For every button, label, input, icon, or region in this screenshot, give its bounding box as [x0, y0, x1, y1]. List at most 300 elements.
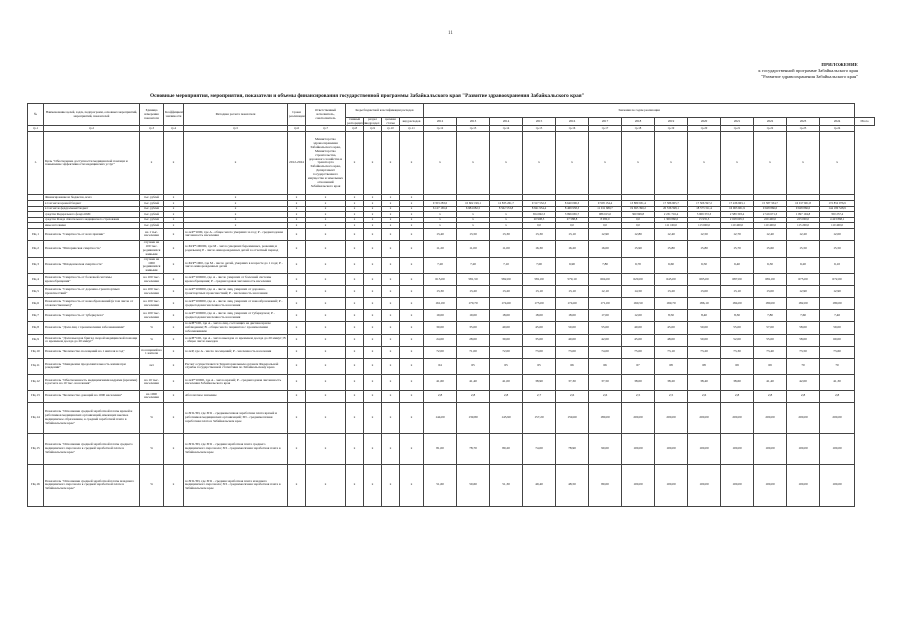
column-number: гр.3 — [140, 126, 164, 132]
cell-value: 654 692,3 — [523, 212, 556, 218]
cell-value: 144,00 — [424, 402, 457, 433]
cell-code: х — [382, 358, 400, 374]
cell-unit: на 10 тыс. населения — [140, 374, 164, 390]
cell-code: х — [364, 464, 382, 506]
cell-code: х — [400, 132, 424, 195]
cell-coef: х — [164, 217, 184, 223]
cell-value: 2 231 716,4 — [655, 212, 688, 218]
cell-value: 40,00 — [490, 322, 523, 335]
column-number: гр.14 — [490, 126, 523, 132]
cell-value: 18,00 — [556, 310, 589, 322]
cell-code: х — [346, 228, 364, 240]
cell-value: 30,00 — [490, 334, 523, 346]
cell-value: 174,60 — [490, 298, 523, 310]
cell-value: 50,00 — [556, 322, 589, 335]
cell-unit: % — [140, 433, 164, 464]
cell-code: х — [400, 257, 424, 274]
cell-value: 0,0 — [622, 223, 655, 229]
cell-value: 9 317 532,3 — [523, 201, 556, 207]
cell-value: 100,00 — [655, 433, 688, 464]
cell-period: х — [288, 206, 306, 212]
cell-name: Показатель "Доля выездов бригад скорой медицинской помощи со временем доезда до 20 минут" — [44, 334, 140, 346]
cell-value: 57,00 — [754, 322, 787, 335]
cell-value: 50,00 — [688, 334, 721, 346]
column-number: гр.12 — [424, 126, 457, 132]
cell-value: 6 984 682,5 — [457, 206, 490, 212]
cell-code: х — [400, 464, 424, 506]
cell-value: х — [490, 217, 523, 223]
cell-value: 12,50 — [688, 228, 721, 240]
cell-code: х — [400, 212, 424, 218]
cell-code: х — [364, 195, 382, 201]
cell-value: 161,00 — [424, 298, 457, 310]
cell-method: n=A/B*100, где A - число выездов со временем доезда до 20 минут; B - общее число выездов — [184, 334, 288, 346]
header-values-group: Значения по годам реализации — [424, 104, 855, 118]
cell-method: х — [184, 132, 288, 195]
cell-method: Расчет осуществляется Территориальным органом Федеральной службы государственной статистики по Забайкальскому краю — [184, 358, 288, 374]
cell-value: 55,00 — [721, 322, 754, 335]
header-year: 2016 — [556, 118, 589, 126]
cell-executor: Министерство здравоохранения Забайкальского края, Министерство строительства, дорожного хозяйства и транспорта Забайкальского края, Департамент государственного имущества и земельных отношений Забайкальского края — [306, 132, 346, 195]
cell-value: 17,00 — [589, 310, 622, 322]
cell-code: х — [382, 223, 400, 229]
cell-unit: тыс. рублей — [140, 195, 164, 201]
cell-name: Показатель "Отношение средней заработной платы врачей и работников медицинских организаций, имеющих высшее медицинское образование, к средней заработной плате в Забайкальском крае" — [44, 402, 140, 433]
cell-value: 12,00 — [622, 310, 655, 322]
cell-value: 582,00 — [490, 274, 523, 286]
cell-code: х — [364, 298, 382, 310]
cell-code: х — [346, 217, 364, 223]
cell-value: 615,00 — [424, 274, 457, 286]
cell-code: х — [382, 402, 400, 433]
cell-value: 73,00 — [556, 346, 589, 358]
cell-value: 8,40 — [688, 310, 721, 322]
cell-value: 8 562 553,8 — [490, 206, 523, 212]
cell-code: х — [400, 310, 424, 322]
cell-value: 2 516 671,3 — [754, 212, 787, 218]
cell-value: 18,00 — [490, 310, 523, 322]
cell-value: 100,00 — [787, 433, 820, 464]
cell-code: х — [364, 334, 382, 346]
cell-num: Пц.8 — [28, 322, 44, 335]
cell-value: 8,50 — [655, 310, 688, 322]
cell-value: 2,6 — [589, 390, 622, 402]
cell-executor: х — [306, 228, 346, 240]
indicator-row — [28, 346, 875, 358]
cell-period: х — [288, 322, 306, 335]
cell-period: х — [288, 390, 306, 402]
cell-value: 200,00 — [820, 402, 855, 433]
cell-num: Пц.3 — [28, 257, 44, 274]
cell-code: х — [364, 257, 382, 274]
cell-period: х — [288, 310, 306, 322]
cell-value: 35,00 — [457, 322, 490, 335]
cell-value: 115 200,0 — [787, 223, 820, 229]
cell-code: х — [382, 464, 400, 506]
cell-value: 12,40 — [754, 228, 787, 240]
header-year: 2015 — [523, 118, 556, 126]
cell-value: 2,5 — [622, 390, 655, 402]
cell-coef: х — [164, 132, 184, 195]
cell-value: 19,00 — [424, 310, 457, 322]
cell-code: х — [364, 132, 382, 195]
cell-code: х — [364, 346, 382, 358]
column-number: гр.8 — [346, 126, 364, 132]
cell-value: 58,00 — [787, 334, 820, 346]
cell-code: х — [364, 228, 382, 240]
cell-value: 90,00 — [589, 433, 622, 464]
cell-num: Пц.5 — [28, 286, 44, 298]
cell-value: 48,50 — [556, 464, 589, 506]
header-year: Итого — [855, 118, 875, 126]
cell-unit: тыс. рублей — [140, 206, 164, 212]
cell-value: 8 640 096,3 — [556, 201, 589, 207]
cell-code: х — [382, 390, 400, 402]
cell-code: х — [346, 212, 364, 218]
indicator-row — [28, 433, 875, 464]
cell-method: х — [184, 217, 288, 223]
cell-value: 19 695 390,2 — [622, 206, 655, 212]
cell-value: 7,60 — [787, 310, 820, 322]
cell-value: 2,8 — [787, 390, 820, 402]
cell-method: n=M/P*100000, где M - число умерших беременных, рожениц и родильниц; P - число живорожденных детей за отчетный период — [184, 240, 288, 257]
column-number: гр.23 — [787, 126, 820, 132]
cell-value: 12,20 — [787, 228, 820, 240]
cell-value: 27 588,8 — [556, 217, 589, 223]
cell-coef: х — [164, 240, 184, 257]
cell-value: 157,20 — [523, 402, 556, 433]
cell-code: х — [400, 223, 424, 229]
cell-period: х — [288, 346, 306, 358]
cell-num: Пц.10 — [28, 346, 44, 358]
cell-value: 80,20 — [490, 433, 523, 464]
cell-value: х — [754, 132, 787, 195]
cell-code: х — [400, 374, 424, 390]
cell-value: 15 587 334,7 — [754, 201, 787, 207]
cell-executor: х — [306, 374, 346, 390]
cell-value: 9 353 283,0 — [424, 201, 457, 207]
header-method: Методика расчета показателя — [184, 104, 288, 126]
cell-value: 13,20 — [457, 286, 490, 298]
cell-value: 42,00 — [589, 334, 622, 346]
cell-value: 180,00 — [589, 402, 622, 433]
cell-unit: тыс. рублей — [140, 201, 164, 207]
cell-code: х — [346, 358, 364, 374]
cell-code: х — [364, 322, 382, 335]
cell-value: х — [622, 132, 655, 195]
column-number: гр.16 — [556, 126, 589, 132]
cell-value: 40,00 — [622, 322, 655, 335]
cell-value: 7,80 — [754, 310, 787, 322]
cell-value: 16,20 — [556, 240, 589, 257]
cell-value: 180,00 — [754, 298, 787, 310]
cell-value: 69 — [754, 358, 787, 374]
cell-executor: х — [306, 310, 346, 322]
program-table-wrapper — [27, 103, 875, 507]
indicator-row — [28, 358, 875, 374]
cell-value: 41,40 — [457, 374, 490, 390]
header-coef: Коэффициент значимости — [164, 104, 184, 126]
cell-value: 229 400,0 — [754, 217, 787, 223]
cell-value: 13,10 — [523, 286, 556, 298]
cell-method: n=A/P*10000, где A - число врачей; P - среднегодовая численность населения Забайкальского края — [184, 374, 288, 390]
cell-value: 40,00 — [556, 334, 589, 346]
cell-executor: х — [306, 433, 346, 464]
cell-period: х — [288, 240, 306, 257]
cell-unit: х — [140, 132, 164, 195]
cell-value: 55,00 — [589, 322, 622, 335]
cell-period: х — [288, 217, 306, 223]
cell-value: 170,70 — [457, 298, 490, 310]
cell-num: 1. — [28, 132, 44, 195]
cell-method: n=A/P, где A - число посещений; P - численность населения — [184, 346, 288, 358]
cell-value: 681,00 — [754, 274, 787, 286]
cell-num: Пц.9 — [28, 334, 44, 346]
cell-value: 200,00 — [754, 402, 787, 433]
column-number: гр.4 — [164, 126, 184, 132]
indicator-row — [28, 464, 875, 506]
column-number: гр.10 — [382, 126, 400, 132]
cell-value: 4 423 868,1 — [820, 217, 855, 223]
cell-value: 1 097 194,8 — [787, 212, 820, 218]
cell-value: 51,30 — [490, 464, 523, 506]
cell-value: 15,90 — [622, 240, 655, 257]
cell-value: 8 841 954,4 — [523, 206, 556, 212]
cell-code: х — [382, 322, 400, 335]
cell-executor: х — [306, 286, 346, 298]
cell-value: 15,50 — [787, 240, 820, 257]
cell-code: х — [400, 228, 424, 240]
cell-code: х — [346, 195, 364, 201]
cell-value: 16,30 — [523, 240, 556, 257]
cell-value: 2 589 303,4 — [721, 212, 754, 218]
cell-code: х — [346, 390, 364, 402]
cell-value: 100,00 — [721, 433, 754, 464]
cell-code: х — [382, 257, 400, 274]
cell-value: 81,00 — [424, 433, 457, 464]
cell-value: 13,20 — [655, 286, 688, 298]
cell-num: Пц.12 — [28, 374, 44, 390]
page-number: 11 — [448, 31, 453, 36]
cell-value: 12,40 — [655, 228, 688, 240]
indicator-row — [28, 322, 875, 335]
cell-value: 1 309 860,0 — [655, 217, 688, 223]
cell-value: 70 — [787, 358, 820, 374]
appendix-line-2: "Развитие здравоохранения Забайкальского края" — [761, 74, 858, 79]
cell-value: 73,60 — [820, 346, 855, 358]
indicator-row — [28, 390, 875, 402]
cell-value: 45,00 — [655, 322, 688, 335]
cell-period: х — [288, 334, 306, 346]
header-code-admin: главный распорядитель — [347, 117, 367, 125]
goal-row — [28, 132, 875, 195]
indicator-row — [28, 257, 875, 274]
cell-value: 159,60 — [556, 402, 589, 433]
cell-period: х — [288, 257, 306, 274]
column-number: гр.11 — [400, 126, 424, 132]
cell-value: 41,40 — [754, 374, 787, 390]
cell-value: 73,30 — [721, 346, 754, 358]
cell-value: 11,20 — [424, 240, 457, 257]
cell-value: 2,6 — [688, 390, 721, 402]
cell-code: х — [400, 201, 424, 207]
cell-value: 58,00 — [787, 322, 820, 335]
cell-value: х — [556, 132, 589, 195]
cell-period: х — [288, 402, 306, 433]
cell-value: 6 127 165,6 — [424, 206, 457, 212]
cell-value: 15,50 — [820, 240, 855, 257]
cell-coef: х — [164, 358, 184, 374]
cell-value: 78,90 — [556, 433, 589, 464]
cell-value: 200,00 — [787, 402, 820, 433]
cell-code: х — [346, 433, 364, 464]
cell-value: 9 628 866,0 — [754, 206, 787, 212]
cell-executor: х — [306, 346, 346, 358]
cell-period: х — [288, 286, 306, 298]
cell-value: 73,40 — [754, 346, 787, 358]
cell-value: 75,00 — [622, 346, 655, 358]
cell-method: n=A/P*100000, где A - число умерших от болезней системы кровообращения; P - среднегодовая численность населения — [184, 274, 288, 286]
cell-value: 184,00 — [721, 298, 754, 310]
cell-code: х — [346, 322, 364, 335]
cell-value: 66 — [556, 358, 589, 374]
cell-code: х — [364, 374, 382, 390]
cell-value: 50,60 — [457, 464, 490, 506]
cell-value: 13 880 931,4 — [622, 201, 655, 207]
cell-unit: на 100 тыс. населения — [140, 298, 164, 310]
cell-name: в том числе краевой бюджет — [44, 201, 140, 207]
cell-code: х — [364, 274, 382, 286]
header-year: 2020 — [688, 118, 721, 126]
cell-value: 160,50 — [622, 298, 655, 310]
cell-value: 7,40 — [820, 310, 855, 322]
cell-executor: х — [306, 217, 346, 223]
cell-value: 110 400,0 — [721, 223, 754, 229]
cell-method: Абсолютное значение — [184, 390, 288, 402]
cell-value: 174,60 — [556, 298, 589, 310]
cell-code: х — [382, 228, 400, 240]
cell-value: 17 586 905,7 — [655, 201, 688, 207]
cell-code: х — [364, 358, 382, 374]
cell-coef: х — [164, 257, 184, 274]
cell-value: 17 436 963,1 — [721, 201, 754, 207]
cell-value: 18,00 — [523, 310, 556, 322]
cell-name: Показатель "Смертность от всех причин" — [44, 228, 140, 240]
cell-value: 66 — [589, 358, 622, 374]
cell-name: Показатель "Смертность от туберкулеза" — [44, 310, 140, 322]
cell-code: х — [382, 286, 400, 298]
cell-code: х — [382, 201, 400, 207]
cell-method: n=ЗП1/ЗП, где ЗП1 - средняя заработная плата среднего медицинского персонала; ЗП - среднемесячная заработная плата в Забайкальском крае — [184, 433, 288, 464]
cell-code: х — [400, 346, 424, 358]
cell-value: 11,00 — [457, 240, 490, 257]
cell-code: х — [346, 223, 364, 229]
cell-value: 13,30 — [523, 228, 556, 240]
cell-value: 13,30 — [424, 286, 457, 298]
cell-period: х — [288, 274, 306, 286]
column-number: гр.21 — [721, 126, 754, 132]
cell-value: 41,00 — [490, 374, 523, 390]
cell-value: 41,60 — [424, 374, 457, 390]
cell-value: 100,00 — [820, 433, 855, 464]
header-year: 2024 — [820, 118, 855, 126]
cell-value: 113 600,0 — [688, 223, 721, 229]
cell-period: х — [288, 464, 306, 506]
cell-value: 7,20 — [424, 257, 457, 274]
cell-value: 12,00 — [820, 228, 855, 240]
cell-method: n=ЗП1/ЗП, где ЗП1 - средняя заработная плата младшего медицинского персонала; ЗП - среднемесячная заработная плата в Забайкальском крае — [184, 464, 288, 506]
cell-value: 111 160,0 — [655, 223, 688, 229]
cell-value: 15,60 — [754, 240, 787, 257]
cell-executor: х — [306, 334, 346, 346]
cell-value: х — [457, 217, 490, 223]
cell-code: х — [382, 195, 400, 201]
cell-executor: х — [306, 212, 346, 218]
cell-code: х — [400, 433, 424, 464]
cell-unit: посещений на 1 жителя — [140, 346, 164, 358]
cell-code: х — [346, 257, 364, 274]
cell-value: 110 400,0 — [820, 223, 855, 229]
cell-executor: х — [306, 257, 346, 274]
cell-value: 14,50 — [622, 286, 655, 298]
cell-value: 13,30 — [490, 228, 523, 240]
column-number: гр.2 — [44, 126, 140, 132]
cell-value: 52,00 — [721, 334, 754, 346]
cell-code: х — [400, 334, 424, 346]
cell-value: 6,40 — [721, 257, 754, 274]
header-year: 2021 — [721, 118, 754, 126]
cell-coef: х — [164, 433, 184, 464]
cell-executor: х — [306, 195, 346, 201]
cell-name: средства Федерального фонда ОМС — [44, 212, 140, 218]
cell-coef: х — [164, 310, 184, 322]
header-year: 2019 — [655, 118, 688, 126]
cell-value: 672,00 — [820, 274, 855, 286]
indicator-row — [28, 402, 875, 433]
cell-method: х — [184, 206, 288, 212]
cell-value: 38,40 — [688, 374, 721, 390]
cell-name: иные источники — [44, 223, 140, 229]
cell-value: 100,00 — [688, 464, 721, 506]
cell-code: х — [400, 217, 424, 223]
header-code-type: вид расходов — [400, 118, 424, 126]
cell-value: 74,00 — [523, 433, 556, 464]
header-year: 2023 — [787, 118, 820, 126]
column-number: гр.22 — [754, 126, 787, 132]
cell-executor: х — [306, 206, 346, 212]
cell-code: х — [382, 334, 400, 346]
indicator-row — [28, 334, 875, 346]
cell-name: Показатель "Количество посещений на 1 жителя в год" — [44, 346, 140, 358]
cell-value: х — [424, 212, 457, 218]
cell-code: х — [382, 274, 400, 286]
cell-value: 2,8 — [424, 390, 457, 402]
cell-value: 0,0 — [622, 217, 655, 223]
cell-coef: х — [164, 223, 184, 229]
cell-value: 2,8 — [754, 390, 787, 402]
indicator-row — [28, 240, 875, 257]
cell-value: 100,00 — [622, 464, 655, 506]
cell-value: 17 506 597,2 — [688, 201, 721, 207]
header-year: 2013 — [457, 118, 490, 126]
column-number: гр.18 — [622, 126, 655, 132]
cell-value: 6,90 — [556, 257, 589, 274]
cell-name: Цель "Обеспечение доступности медицинской помощи и повышение эффективности медицинских услуг" — [44, 132, 140, 195]
cell-period: х — [288, 358, 306, 374]
cell-executor: х — [306, 322, 346, 335]
cell-coef: х — [164, 390, 184, 402]
indicator-row — [28, 374, 875, 390]
